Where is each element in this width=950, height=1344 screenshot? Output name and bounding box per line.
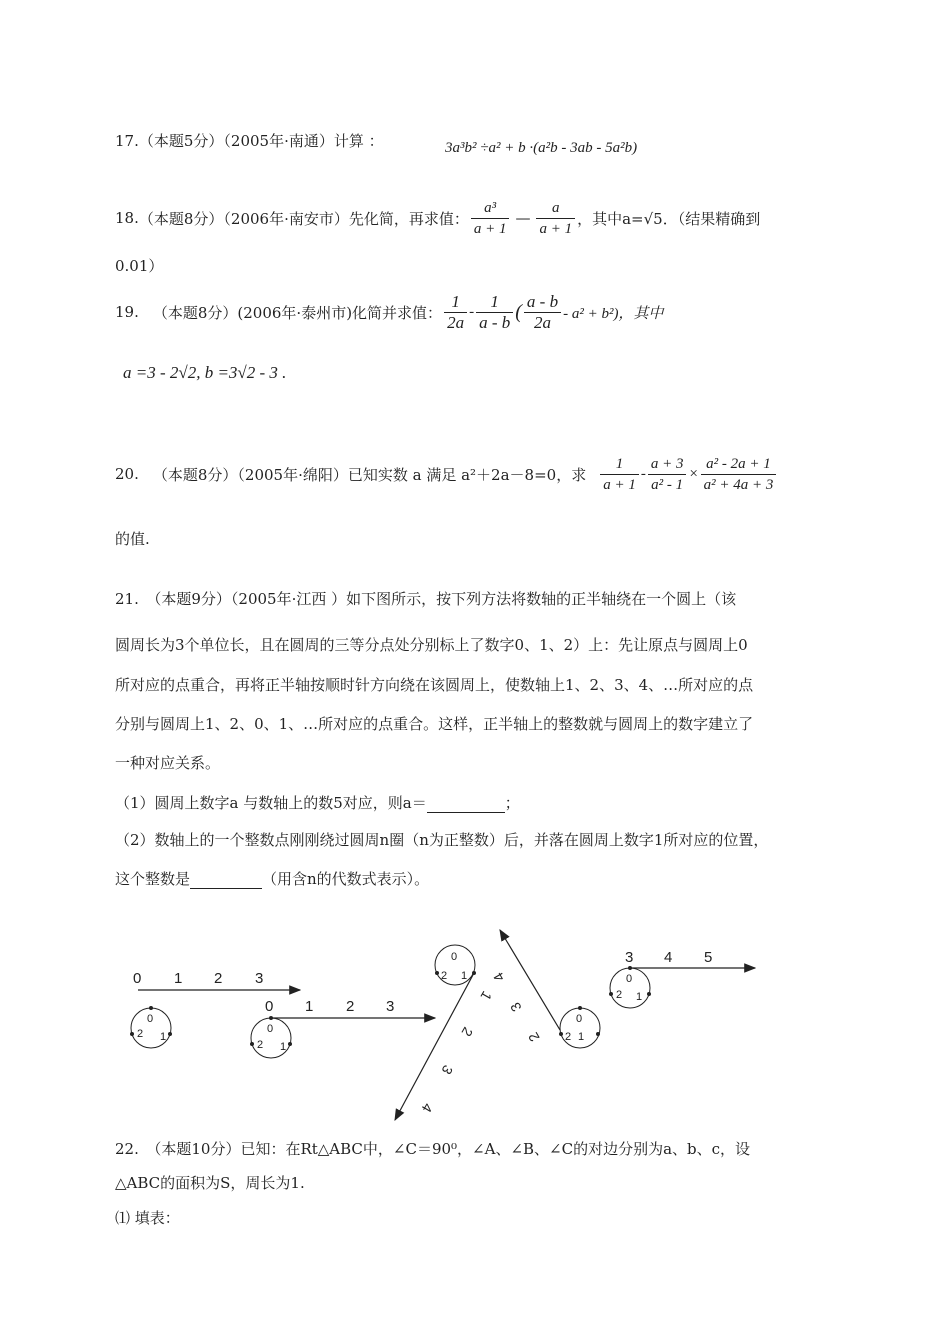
- svg-text:3: 3: [506, 999, 525, 1015]
- svg-text:0: 0: [265, 998, 274, 1015]
- q17-number: 17.: [115, 132, 139, 150]
- svg-text:2: 2: [441, 970, 448, 982]
- stage-5: [609, 949, 755, 1008]
- q20-times: ×: [688, 465, 699, 482]
- q18-fraction-1: $\frac{\text{a³}}{a + 1}$: [471, 198, 510, 239]
- q21-sub2-line-1: （2）数轴上的一个整数点刚刚绕过圆周n圈（n为正整数）后，并落在圆周上数字1所对应的位置，: [115, 831, 769, 849]
- q19-number: 19.: [115, 303, 139, 321]
- svg-text:5: 5: [704, 949, 713, 966]
- q18-number: 18.: [115, 209, 139, 227]
- svg-text:4: 4: [664, 949, 673, 966]
- tick-label: 3: [255, 970, 264, 987]
- svg-text:2: 2: [257, 1039, 264, 1051]
- svg-text:2: 2: [524, 1029, 543, 1045]
- svg-text:0: 0: [451, 951, 458, 963]
- q19-open-paren: (: [515, 300, 522, 323]
- stage-3: [395, 945, 495, 1120]
- q19-fraction-3: $\frac{a - b}{2a}$: [524, 292, 561, 333]
- q20-fraction-2: $\frac{a + 3}{\text{a² - 1}}$: [648, 454, 687, 495]
- svg-text:0: 0: [626, 973, 633, 985]
- q18-continuation: 0.01）: [115, 257, 164, 275]
- svg-text:2: 2: [616, 989, 623, 1001]
- q18-minus: —: [515, 209, 531, 227]
- q20-number: 20.: [115, 465, 139, 483]
- svg-text:1: 1: [280, 1041, 287, 1053]
- tick-label: 2: [214, 970, 223, 987]
- svg-text:1: 1: [160, 1031, 167, 1043]
- q17-expression: 3a³b² ÷a² + b ·(a²b - 3ab - 5a²b): [445, 140, 638, 156]
- svg-text:1: 1: [636, 991, 643, 1003]
- svg-text:0: 0: [576, 1013, 583, 1025]
- q17-line: [115, 130, 384, 151]
- stage-1: [130, 970, 300, 1048]
- svg-text:1: 1: [578, 1031, 585, 1043]
- q21-line-4: 分别与圆周上1、2、0、1、…所对应的点重合。这样，正半轴上的整数就与圆周上的数字建立了: [115, 715, 754, 733]
- svg-text:4: 4: [489, 969, 508, 985]
- q19-tail: - a² + b²)，其中: [563, 305, 664, 322]
- q18-text: （本题8分）（2006年·南安市）先化简，再求值：: [138, 209, 469, 228]
- q20-tail: 的值.: [115, 530, 150, 548]
- q21-line-2: 圆周长为3个单位长，且在圆周的三等分点处分别标上了数字0、1、2）上：先让原点与圆周上0: [115, 636, 748, 654]
- q21-line-5: 一种对应关系。: [115, 754, 221, 772]
- svg-text:3: 3: [625, 949, 634, 966]
- q21-sub2-line-2: 这个整数是 （用含n的代数式表示）。: [115, 870, 430, 888]
- q20-text: （本题8分）（2005年·绵阳）已知实数 a 满足 a²＋2a－8=0，求: [152, 465, 587, 484]
- stage-4: [490, 930, 600, 1048]
- q18-line: [115, 198, 760, 238]
- answer-blank-2[interactable]: [190, 870, 262, 889]
- q19-fraction-1: $\frac{1}{2a}$: [444, 292, 467, 333]
- tick-label: 1: [174, 970, 183, 987]
- q20-fraction-3: $\frac{\text{a² - 2a + 1}}{\text{a² + 4a + 3}}$: [701, 454, 777, 495]
- stage-2: [250, 998, 435, 1058]
- q22-line-1: 22. （本题10分）已知：在Rt△ABC中，∠C＝90⁰，∠A、∠B、∠C的对边分别为a、b、c，设: [115, 1140, 751, 1158]
- svg-text:0: 0: [267, 1023, 274, 1035]
- svg-text:3: 3: [438, 1062, 457, 1078]
- q19-fraction-2: $\frac{1}{a - b}$: [476, 292, 513, 333]
- q21-line-1: 21. （本题9分）（2005年·江西 ）如下图所示，按下列方法将数轴的正半轴绕在一个圆上（该: [115, 590, 737, 608]
- svg-text:3: 3: [386, 998, 395, 1015]
- svg-text:0: 0: [147, 1013, 154, 1025]
- svg-text:2: 2: [458, 1024, 477, 1040]
- q20-minus: -: [640, 465, 646, 482]
- q18-condition: ，其中a=√5．（结果精确到: [577, 209, 761, 228]
- tick-label: 0: [133, 970, 142, 987]
- q19-minus: -: [469, 303, 475, 320]
- number-line-figure: [0, 925, 950, 1125]
- svg-text:1: 1: [305, 998, 314, 1015]
- q19-values: a =3 - 2√2, b =3√2 - 3 .: [123, 363, 287, 382]
- q20-line: [115, 452, 778, 496]
- svg-text:1: 1: [477, 988, 496, 1004]
- svg-text:2: 2: [137, 1028, 144, 1040]
- q21-sub1: （1）圆周上数字a 与数轴上的数5对应，则a＝ ；: [115, 794, 520, 812]
- svg-text:4: 4: [418, 1100, 437, 1116]
- q18-fraction-2: $\frac{a}{a + 1}$: [536, 198, 575, 239]
- q19-text: （本题8分）(2006年·泰州市)化简并求值：: [152, 303, 443, 322]
- svg-text:2: 2: [346, 998, 355, 1015]
- q22-line-2: △ABC的面积为S，周长为1.: [115, 1174, 305, 1192]
- q17-text: （本题5分）（2005年·南通）计算 ：: [138, 132, 384, 150]
- q22-line-3: ⑴ 填表：: [115, 1209, 180, 1227]
- q20-fraction-1: $\frac{1}{a + 1}$: [600, 454, 639, 495]
- answer-blank-1[interactable]: [427, 794, 505, 813]
- svg-text:1: 1: [461, 970, 468, 982]
- q19-line: [115, 290, 663, 334]
- q21-line-3: 所对应的点重合，再将正半轴按顺时针方向绕在该圆周上，使数轴上1、2、3、4、…所对应的点: [115, 676, 754, 694]
- svg-text:2: 2: [565, 1031, 572, 1043]
